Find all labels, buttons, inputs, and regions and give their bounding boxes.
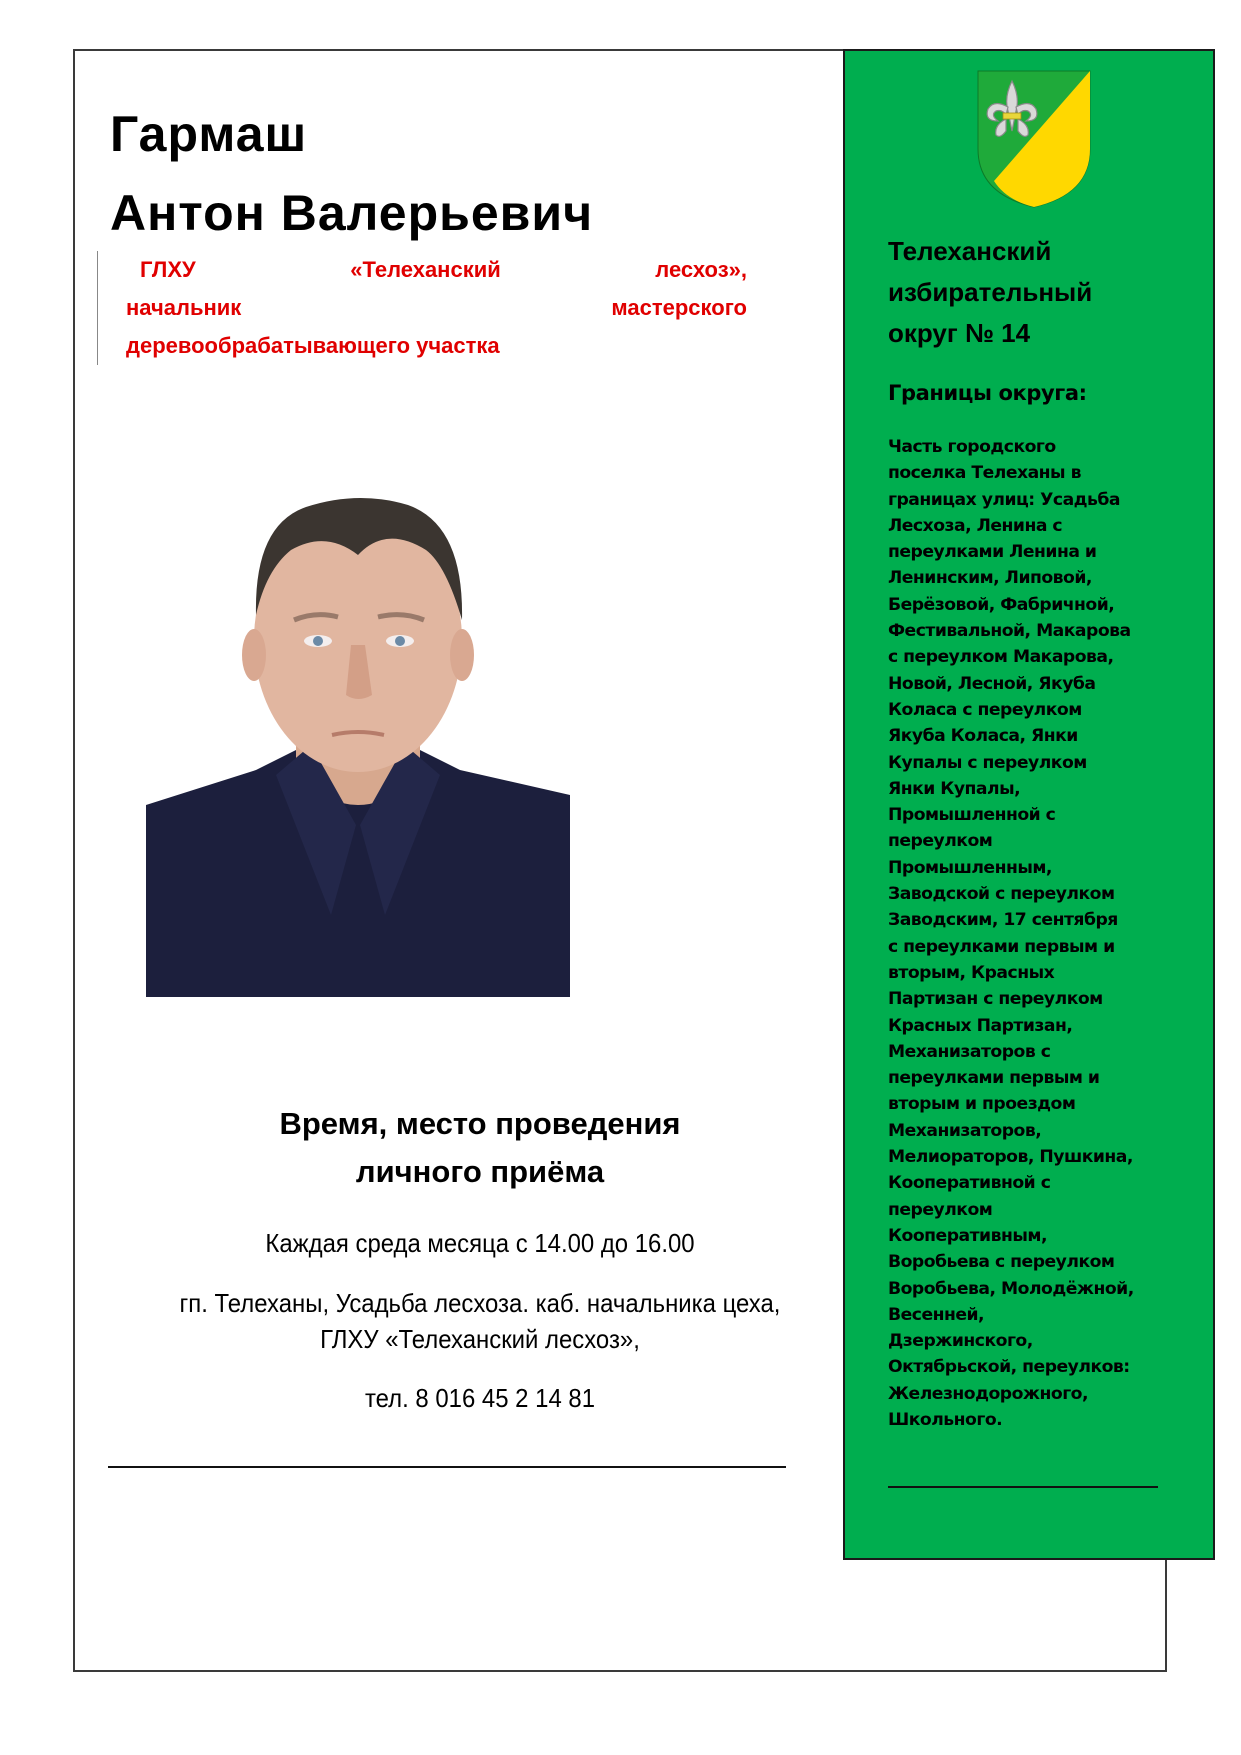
job-line-2 bbox=[126, 289, 747, 327]
bounds-line: Весенней, bbox=[888, 1304, 985, 1325]
district-name bbox=[888, 231, 1092, 354]
district-line-3: округ № 14 bbox=[888, 318, 1031, 348]
bounds-line: Берёзовой, Фабричной, bbox=[888, 594, 1115, 615]
reception-address-line-1: гп. Телеханы, Усадьба лесхоза. каб. начальника цеха, bbox=[179, 1288, 781, 1318]
job-word: деревообрабатывающего участка bbox=[126, 333, 500, 358]
bounds-line: Красных Партизан, bbox=[888, 1015, 1073, 1036]
district-sidebar bbox=[843, 49, 1215, 1560]
bounds-line: Воробьева с переулком bbox=[888, 1252, 1115, 1273]
district-line-2: избирательный bbox=[888, 277, 1093, 307]
bounds-line: Ленинским, Липовой, bbox=[888, 568, 1092, 589]
reception-title bbox=[120, 1100, 840, 1196]
candidate-surname: Гармаш bbox=[110, 106, 308, 162]
job-word: мастерского bbox=[611, 295, 747, 320]
bounds-line: Коласа с переулком bbox=[888, 699, 1082, 720]
bounds-line: вторым и проездом bbox=[888, 1094, 1076, 1115]
bounds-line: Заводским, 17 сентября bbox=[888, 910, 1118, 931]
portrait-photo-icon bbox=[146, 445, 570, 997]
sidebar-divider-line bbox=[888, 1486, 1158, 1488]
district-line-1: Телеханский bbox=[888, 236, 1052, 266]
bounds-line: переулками Ленина и bbox=[888, 542, 1097, 563]
reception-schedule: Каждая среда месяца с 14.00 до 16.00 bbox=[265, 1228, 695, 1258]
bounds-line: переулками первым и bbox=[888, 1068, 1100, 1089]
bounds-line: Воробьева, Молодёжной, bbox=[888, 1278, 1134, 1299]
bounds-title: Границы округа: bbox=[888, 381, 1087, 405]
reception-title-line-1: Время, место проведения bbox=[279, 1106, 681, 1141]
bounds-line: Купалы с переулком bbox=[888, 752, 1087, 773]
bounds-line: Заводской с переулком bbox=[888, 884, 1115, 905]
bounds-line: Промышленным, bbox=[888, 857, 1052, 878]
bounds-line: Кооперативным, bbox=[888, 1225, 1047, 1246]
bounds-line: границах улиц: Усадьба bbox=[888, 489, 1121, 510]
job-word: ГЛХУ bbox=[140, 257, 196, 282]
candidate-given-names: Антон Валерьевич bbox=[110, 185, 594, 241]
bounds-line: Фестивальной, Макарова bbox=[888, 621, 1131, 642]
bounds-line: Механизаторов с bbox=[888, 1041, 1051, 1062]
bounds-line: вторым, Красных bbox=[888, 962, 1055, 983]
bounds-line: переулком bbox=[888, 1199, 993, 1220]
bounds-line: с переулками первым и bbox=[888, 936, 1115, 957]
bounds-line: Механизаторов, bbox=[888, 1120, 1042, 1141]
bounds-line: Часть городского bbox=[888, 437, 1056, 457]
bounds-line: Кооперативной с bbox=[888, 1173, 1051, 1194]
reception-phone: тел. 8 016 45 2 14 81 bbox=[364, 1383, 595, 1413]
district-bounds bbox=[888, 434, 1208, 1433]
reception-title-line-2: личного приёма bbox=[355, 1154, 605, 1189]
bounds-line: Школьного. bbox=[888, 1409, 1003, 1430]
candidate-photo bbox=[146, 445, 570, 997]
bounds-line: Железнодорожного, bbox=[888, 1383, 1089, 1404]
bounds-line: Лесхоза, Ленина с bbox=[888, 515, 1063, 536]
job-word: начальник bbox=[126, 295, 242, 320]
job-word: «Телеханский bbox=[350, 257, 501, 282]
coat-of-arms-icon bbox=[976, 69, 1092, 209]
bounds-line: Промышленной с bbox=[888, 805, 1056, 826]
candidate-name bbox=[110, 95, 593, 253]
divider-line bbox=[108, 1466, 786, 1468]
bounds-line: Якуба Коласа, Янки bbox=[888, 726, 1078, 747]
candidate-job bbox=[97, 251, 747, 365]
bounds-line: переулком bbox=[888, 831, 993, 852]
bounds-line: поселка Телеханы в bbox=[888, 463, 1081, 484]
job-line-1 bbox=[126, 251, 747, 289]
job-line-3 bbox=[126, 327, 747, 365]
bounds-line: с переулком Макарова, bbox=[888, 647, 1114, 668]
bounds-line: Октябрьской, переулков: bbox=[888, 1357, 1130, 1378]
job-word: лесхоз», bbox=[655, 257, 747, 282]
bounds-line: Мелиораторов, Пушкина, bbox=[888, 1147, 1133, 1168]
bounds-line: Партизан с переулком bbox=[888, 989, 1103, 1010]
bounds-line: Новой, Лесной, Якуба bbox=[888, 673, 1096, 694]
bounds-line: Дзержинского, bbox=[888, 1331, 1033, 1352]
reception-address-line-2: ГЛХУ «Телеханский лесхоз», bbox=[320, 1324, 640, 1354]
bounds-line: Янки Купалы, bbox=[888, 778, 1021, 799]
